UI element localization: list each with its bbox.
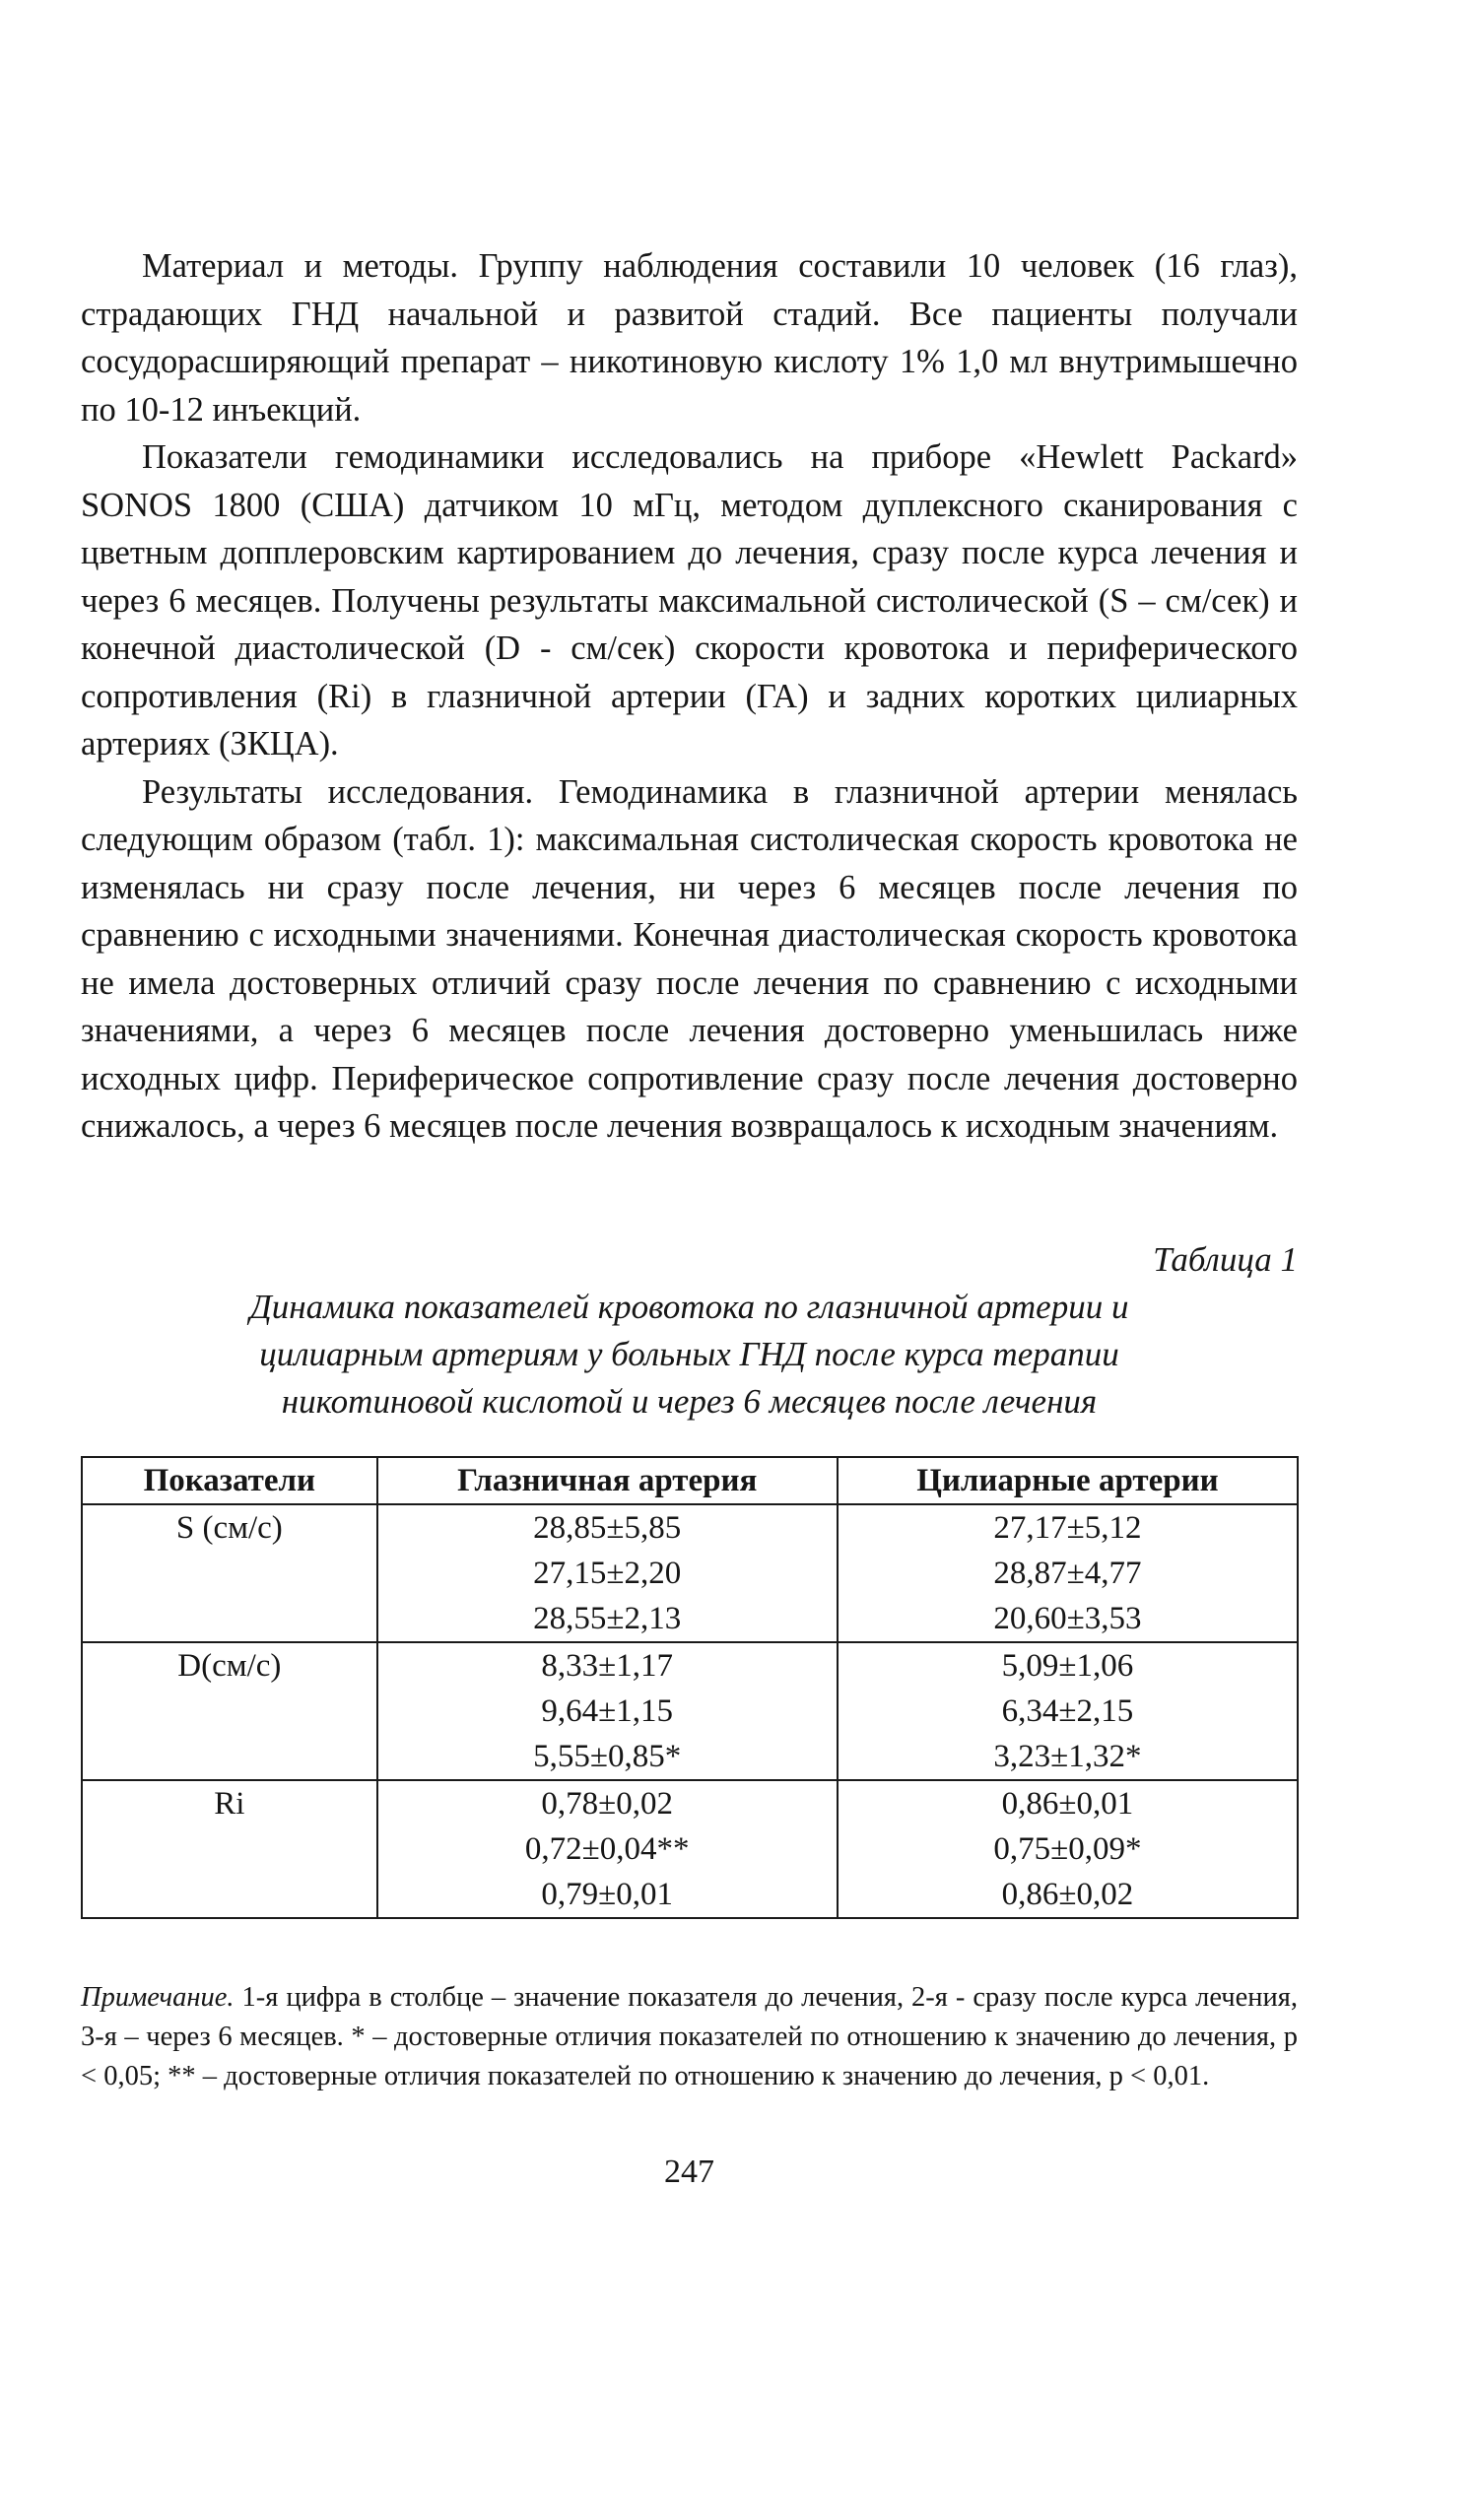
value: 0,75±0,09* (993, 1831, 1142, 1867)
table-label: Таблица 1 (1153, 1240, 1298, 1279)
ciliary-values-cell (838, 1642, 1298, 1780)
value: 0,86±0,02 (1001, 1877, 1134, 1912)
value: 27,17±5,12 (993, 1510, 1142, 1546)
hemodynamics-table (81, 1456, 1299, 1919)
value: 28,85±5,85 (533, 1510, 682, 1546)
value: 9,64±1,15 (541, 1693, 674, 1729)
indicator-cell: Ri (82, 1780, 377, 1918)
paragraph-results: Результаты исследования. Гемодинамика в глазничной артерии менялась следующим образом (табл. 1): максимальная систолическая скорость кровотока не изменялась ни сразу после лечения, ни через 6 месяцев после лечения по сравнению с исходными значениями. Конечная диастолическая скорость кровотока не имела достоверных отличий сразу после лечения по сравнению с исходными значениями, а через 6 месяцев после лечения достоверно уменьшилась ниже исходных цифр. Периферическое сопротивление сразу после лечения достоверно снижалось, а через 6 месяцев после лечения возвращалось к исходным значениям. (81, 772, 1298, 1145)
value: 0,79±0,01 (541, 1877, 674, 1912)
value: 5,09±1,06 (1001, 1648, 1134, 1684)
header-ciliary-arteries: Цилиарные артерии (838, 1457, 1298, 1504)
value: 8,33±1,17 (541, 1648, 674, 1684)
table-header-row (82, 1457, 1298, 1504)
table-title (81, 1284, 1298, 1426)
value: 0,86±0,01 (1001, 1786, 1134, 1822)
header-ophthalmic-artery: Глазничная артерия (377, 1457, 838, 1504)
value: 28,87±4,77 (993, 1556, 1142, 1591)
ciliary-values-cell (838, 1504, 1298, 1642)
note-text: 1-я цифра в столбце – значение показателя до лечения, 2-я - сразу после курса лечения, 3-я – через 6 месяцев. * – достоверные отличия показателей по отношению к значению до лечения, р < 0,05; ** – достоверные отличия показателей по отношению к значению до лечения, р < 0,01. (81, 1982, 1298, 2091)
value: 27,15±2,20 (533, 1556, 682, 1591)
value: 20,60±3,53 (993, 1601, 1142, 1636)
indicator-cell: D(см/с) (82, 1642, 377, 1780)
body-text (81, 242, 1298, 1151)
ophthalmic-values-cell (377, 1780, 838, 1918)
header-indicator: Показатели (82, 1457, 377, 1504)
table-note (81, 1978, 1298, 2096)
value: 5,55±0,85* (533, 1739, 682, 1774)
ophthalmic-values-cell (377, 1504, 838, 1642)
table-title-line: цилиарным артериям у больных ГНД после курса терапии (259, 1335, 1119, 1373)
table-row (82, 1504, 1298, 1642)
note-label: Примечание. (81, 1982, 235, 2013)
value: 28,55±2,13 (533, 1601, 682, 1636)
value: 0,78±0,02 (541, 1786, 674, 1822)
paragraph-methods: Материал и методы. Группу наблюдения составили 10 человек (16 глаз), страдающих ГНД начальной и развитой стадий. Все пациенты получали сосудорасширяющий препарат – никотиновую кислоту 1% 1,0 мл внутримышечно по 10-12 инъекций. (81, 247, 1298, 429)
table-title-line: Динамика показателей кровотока по глазничной артерии и (249, 1288, 1129, 1326)
value: 3,23±1,32* (993, 1739, 1142, 1774)
page-number: 247 (664, 2154, 714, 2190)
table-title-line: никотиновой кислотой и через 6 месяцев после лечения (281, 1382, 1098, 1421)
ophthalmic-values-cell (377, 1642, 838, 1780)
indicator-cell: S (см/с) (82, 1504, 377, 1642)
table-row (82, 1780, 1298, 1918)
value: 6,34±2,15 (1001, 1693, 1134, 1729)
paragraph-hemodynamics: Показатели гемодинамики исследовались на приборе «Hewlett Packard» SONOS 1800 (США) датчиком 10 мГц, методом дуплексного сканирования с цветным допплеровским картированием до лечения, сразу после курса лечения и через 6 месяцев. Получены результаты максимальной систолической (S – см/сек) и конечной диастолической (D - см/сек) скорости кровотока и периферического сопротивления (Ri) в глазничной артерии (ГА) и задних коротких цилиарных артериях (ЗКЦА). (81, 438, 1298, 763)
value: 0,72±0,04** (524, 1831, 690, 1867)
ciliary-values-cell (838, 1780, 1298, 1918)
table-row (82, 1642, 1298, 1780)
